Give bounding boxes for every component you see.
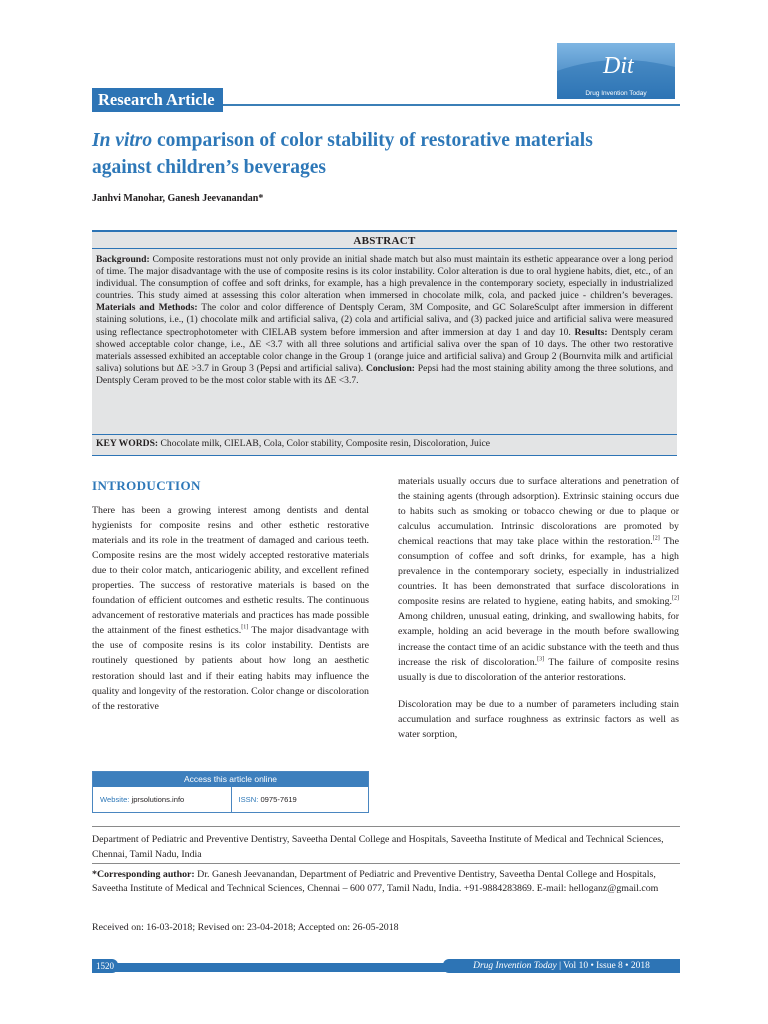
issn-cell: ISSN: 0975-7619 [231, 787, 369, 813]
keywords: KEY WORDS: Chocolate milk, CIELAB, Cola, Color stability, Composite resin, Discoloration, Juice [96, 438, 491, 449]
paragraph: Discoloration may be due to a number of parameters including stain accumulation and surface roughness as extrinsic factors as well as water sorption, [398, 698, 679, 740]
citation-link[interactable]: [3] [537, 656, 545, 663]
citation-link[interactable]: [1] [241, 625, 249, 632]
access-article-box [92, 771, 369, 813]
journal-logo [553, 41, 679, 101]
body-column-right [398, 474, 679, 742]
keywords-rule [92, 434, 677, 435]
affiliation: Department of Pediatric and Preventive Dentistry, Saveetha Dental College and Hospitals, Saveetha Institute of Medical and Technical Sciences, Chennai, Tamil Nadu, India [92, 834, 664, 860]
access-heading: Access this article online [93, 772, 368, 787]
journal-footer: Drug Invention Today | Vol 10 • Issue 8 • 2018 [443, 959, 680, 973]
footnote-rule [92, 863, 680, 864]
citation-link[interactable]: [2] [672, 596, 679, 603]
article-title: In vitro comparison of color stability of restorative materials against children’s beverages [92, 130, 593, 178]
authors: Janhvi Manohar, Ganesh Jeevanandan* [92, 193, 264, 204]
article-dates: Received on: 16-03-2018; Revised on: 23-04-2018; Accepted on: 26-05-2018 [92, 922, 399, 933]
abstract-text: Background: Composite restorations must not only provide an initial shade match but also must maintain its esthetic appearance over a long period of time. The major disadvantage with the use of composite resins is its color instability. Color alteration is due to oral hygiene habits, diet, etc., of an individual. The consumption of coffee and soft drinks, for example, has a high prevalence in the contemporary society, especially in industrialized countries. This study aimed at assessing this color alteration when immersed in chocolate milk, cola, and packed juice - children’s beverages. Materials and Methods: The color and color difference of Dentsply Ceram, 3M Composite, and GC SolareSculpt after immersion in different staining solutions, i.e., (1) chocolate milk and artificial saliva, (2) cola and artificial saliva, and (3) packed juice and artificial saliva were measured using reflectance spectrophotometer with CIELAB system before immersion and after immersion at day 1 and day 10. Results: Dentsply ceram showed acceptable color change, i.e., ΔE <3.7 with all three solutions and artificial saliva over the span of 10 days. The other two restorative materials assessed exhibited an acceptable color change in the Group 1 (orange juice and artificial saliva) and Group 2 (Bournvita milk and artificial saliva) solutions but ΔE >3.7 in Group 3 (Pepsi and artificial saliva). Conclusion: Pepsi had the most staining ability among the three solutions, and Dentsply Ceram proved to be the most color stable with its ΔE <3.7. [96, 254, 674, 386]
body-column-left [92, 503, 369, 714]
svg-text:Dit: Dit [603, 53, 634, 79]
paragraph: materials usually occurs due to surface alterations and penetration of the staining agents (through adsorption). Extrinsic staining occurs due to habits such as smoking or tobacco chewing or due to plaque or calculus accumulation. Intrinsic discolorations are promoted by chemical reactions that may take place within the restoration.[2] The consumption of coffee and soft drinks, for example, has a high prevalence in the contemporary society, especially in industrialized countries. It has been demonstrated that surface discolorations in composite resins are related to hygiene, eating habits, and smoking.[2] Among children, unusual eating, drinking, and swallowing habits, for example, holding an acid beverage in the mouth before swallowing increase the contact time of an acidic substance with the teeth and thus increase the risk of discoloration.[3] The failure of composite resins usually is due to discoloration of the anterior restorations. [398, 476, 680, 683]
website-link[interactable]: jprsolutions.info [129, 795, 185, 804]
footnote-rule [92, 826, 680, 827]
page-number: 1520 [92, 959, 118, 973]
website-cell: Website: jprsolutions.info [100, 795, 185, 804]
corresponding-author: *Corresponding author: Dr. Ganesh Jeevanandan, Department of Pediatric and Preventive Dentistry, Saveetha Dental College and Hospitals, Saveetha Institute of Medical and Technical Sciences, Chennai – 600 077, Tamil Nadu, India. +91-9884283869. E-mail: helloganz@gmail.com [92, 869, 659, 895]
paragraph: There has been a growing interest among dentists and dental hygienists for composite resins and other esthetic restorative materials and its role in the treatment of damaged and carious teeth. Composite resins are the most widely accepted restorative materials due to their color match, anticariogenic ability, and excellent refined properties. The success of restorative materials is based on the foundation of efficient outcomes and esthetic results. The continuous advancement of restorative materials and practices has made possible the attainment of the finest esthetics.[1] The major disadvantage with the use of composite resins is its color instability. Dentists are routinely questioned by patients about how long an aesthetic restoration should last and if their eating habits may influence the quality and longevity of the restoration. Color change or discoloration of the restorative [92, 505, 369, 712]
abstract-box [92, 230, 677, 456]
abstract-heading: ABSTRACT [92, 232, 677, 249]
svg-text:Drug Invention Today: Drug Invention Today [585, 90, 647, 97]
introduction-heading: INTRODUCTION [92, 478, 201, 493]
citation-link[interactable]: [2] [652, 535, 660, 542]
article-type-label: Research Article [92, 88, 223, 112]
